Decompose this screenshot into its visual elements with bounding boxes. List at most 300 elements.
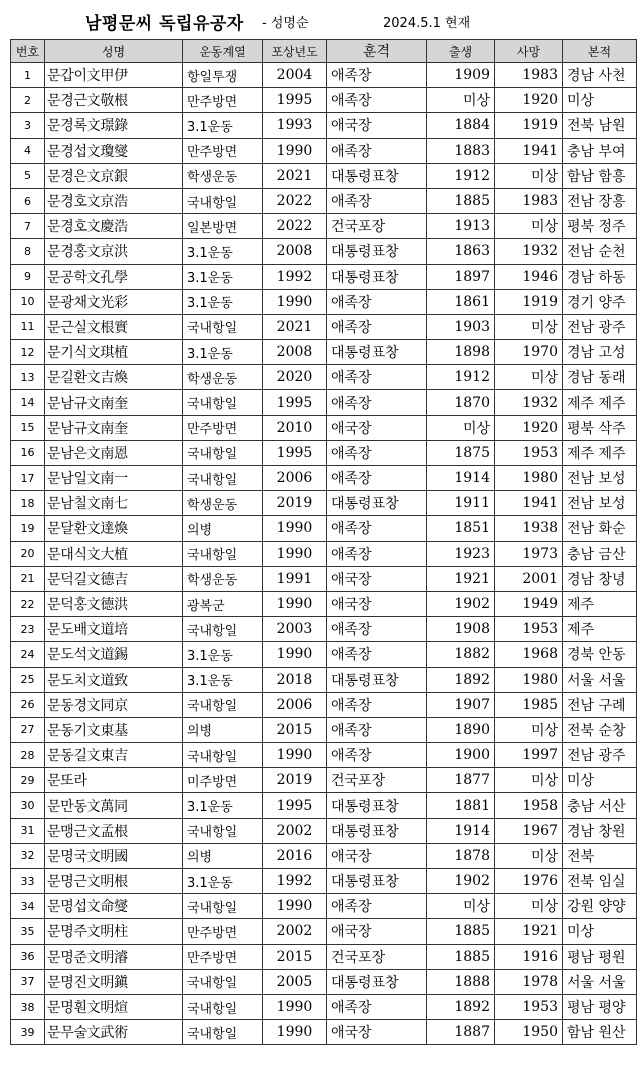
patriots-table xyxy=(10,39,637,1045)
row-award-year: 2021 xyxy=(263,314,327,339)
row-death: 1920 xyxy=(495,415,563,440)
row-birth: 1851 xyxy=(427,516,495,541)
row-movement: 만주방면 xyxy=(183,138,263,163)
row-award-year: 2022 xyxy=(263,214,327,239)
row-name: 문명근文明根 xyxy=(45,869,183,894)
table-row xyxy=(11,113,637,138)
row-award: 애족장 xyxy=(327,289,427,314)
document-subtitle: - 성명순 xyxy=(262,16,309,31)
row-movement: 만주방면 xyxy=(183,415,263,440)
table-row xyxy=(11,717,637,742)
row-number: 8 xyxy=(11,239,45,264)
row-movement: 국내항일 xyxy=(183,390,263,415)
row-movement: 3.1운동 xyxy=(183,667,263,692)
row-origin: 서울 서울 xyxy=(563,969,637,994)
row-origin: 충남 부여 xyxy=(563,138,637,163)
row-origin: 경남 하동 xyxy=(563,264,637,289)
row-number: 12 xyxy=(11,340,45,365)
row-movement: 국내항일 xyxy=(183,818,263,843)
row-award-year: 2003 xyxy=(263,617,327,642)
row-award-year: 1990 xyxy=(263,591,327,616)
row-death: 미상 xyxy=(495,214,563,239)
row-award: 애족장 xyxy=(327,692,427,717)
row-movement: 미주방면 xyxy=(183,768,263,793)
row-award: 애족장 xyxy=(327,717,427,742)
row-birth: 1885 xyxy=(427,919,495,944)
row-birth: 1888 xyxy=(427,969,495,994)
row-origin: 함남 원산 xyxy=(563,1020,637,1045)
row-death: 1997 xyxy=(495,743,563,768)
table-row xyxy=(11,919,637,944)
row-movement: 학생운동 xyxy=(183,566,263,591)
row-movement: 국내항일 xyxy=(183,440,263,465)
row-movement: 학생운동 xyxy=(183,491,263,516)
row-movement: 국내항일 xyxy=(183,617,263,642)
row-award-year: 2008 xyxy=(263,340,327,365)
row-award: 건국포장 xyxy=(327,768,427,793)
row-number: 36 xyxy=(11,944,45,969)
row-death: 1919 xyxy=(495,113,563,138)
table-row xyxy=(11,743,637,768)
row-origin: 전남 광주 xyxy=(563,314,637,339)
row-death: 1919 xyxy=(495,289,563,314)
row-name: 문경섭文瓊燮 xyxy=(45,138,183,163)
row-death: 1968 xyxy=(495,642,563,667)
row-birth: 1907 xyxy=(427,692,495,717)
row-number: 37 xyxy=(11,969,45,994)
row-name: 문명진文明鎭 xyxy=(45,969,183,994)
row-award-year: 2019 xyxy=(263,491,327,516)
row-award-year: 2002 xyxy=(263,919,327,944)
row-origin: 전북 xyxy=(563,843,637,868)
table-row xyxy=(11,314,637,339)
row-award-year: 2018 xyxy=(263,667,327,692)
row-movement: 의병 xyxy=(183,843,263,868)
row-origin: 평북 삭주 xyxy=(563,415,637,440)
row-origin: 서울 서울 xyxy=(563,667,637,692)
row-award: 애족장 xyxy=(327,63,427,88)
row-award-year: 2006 xyxy=(263,466,327,491)
row-name: 문광채文光彩 xyxy=(45,289,183,314)
row-award: 대통령표창 xyxy=(327,869,427,894)
row-birth: 미상 xyxy=(427,894,495,919)
row-death: 1976 xyxy=(495,869,563,894)
row-name: 문명훤文明煊 xyxy=(45,994,183,1019)
row-name: 문달환文達煥 xyxy=(45,516,183,541)
row-origin: 경남 고성 xyxy=(563,340,637,365)
row-movement: 만주방면 xyxy=(183,88,263,113)
row-birth: 미상 xyxy=(427,415,495,440)
row-award: 대통령표창 xyxy=(327,340,427,365)
row-name: 문동경文同京 xyxy=(45,692,183,717)
row-number: 11 xyxy=(11,314,45,339)
row-name: 문남규文南奎 xyxy=(45,415,183,440)
header-number: 번호 xyxy=(11,40,45,63)
row-award-year: 1990 xyxy=(263,994,327,1019)
row-movement: 국내항일 xyxy=(183,894,263,919)
row-movement: 국내항일 xyxy=(183,969,263,994)
table-row xyxy=(11,692,637,717)
row-number: 17 xyxy=(11,466,45,491)
row-number: 6 xyxy=(11,188,45,213)
row-award: 대통령표창 xyxy=(327,793,427,818)
header-movement: 운동계열 xyxy=(183,40,263,63)
row-death: 1985 xyxy=(495,692,563,717)
row-award: 대통령표창 xyxy=(327,163,427,188)
row-birth: 1903 xyxy=(427,314,495,339)
row-award: 애족장 xyxy=(327,390,427,415)
table-row xyxy=(11,264,637,289)
row-death: 1950 xyxy=(495,1020,563,1045)
row-name: 문경호文京浩 xyxy=(45,188,183,213)
row-award-year: 1995 xyxy=(263,390,327,415)
table-row xyxy=(11,466,637,491)
row-award: 애국장 xyxy=(327,591,427,616)
row-birth: 1912 xyxy=(427,163,495,188)
table-row xyxy=(11,591,637,616)
row-birth: 1877 xyxy=(427,768,495,793)
row-award-year: 1993 xyxy=(263,113,327,138)
header-award-year: 포상년도 xyxy=(263,40,327,63)
row-award: 애국장 xyxy=(327,1020,427,1045)
row-origin: 충남 금산 xyxy=(563,541,637,566)
row-movement: 국내항일 xyxy=(183,994,263,1019)
row-birth: 1875 xyxy=(427,440,495,465)
row-birth: 1921 xyxy=(427,566,495,591)
row-name: 문만동文萬同 xyxy=(45,793,183,818)
row-origin: 전남 장흥 xyxy=(563,188,637,213)
row-movement: 3.1운동 xyxy=(183,289,263,314)
table-row xyxy=(11,566,637,591)
row-birth: 1914 xyxy=(427,818,495,843)
row-award-year: 2005 xyxy=(263,969,327,994)
row-death: 미상 xyxy=(495,894,563,919)
row-name: 문덕홍文德洪 xyxy=(45,591,183,616)
row-award-year: 1995 xyxy=(263,440,327,465)
row-award-year: 1991 xyxy=(263,566,327,591)
row-name: 문동길文東吉 xyxy=(45,743,183,768)
row-birth: 1902 xyxy=(427,869,495,894)
row-birth: 1912 xyxy=(427,365,495,390)
row-award-year: 1990 xyxy=(263,1020,327,1045)
row-award-year: 1990 xyxy=(263,743,327,768)
row-movement: 광복군 xyxy=(183,591,263,616)
row-death: 1973 xyxy=(495,541,563,566)
row-origin: 전남 순천 xyxy=(563,239,637,264)
row-movement: 국내항일 xyxy=(183,541,263,566)
row-award: 애국장 xyxy=(327,566,427,591)
row-origin: 평남 평원 xyxy=(563,944,637,969)
row-death: 1932 xyxy=(495,239,563,264)
table-row xyxy=(11,63,637,88)
row-birth: 1908 xyxy=(427,617,495,642)
document-title: 남평문씨 독립유공자 xyxy=(85,14,244,34)
row-origin: 미상 xyxy=(563,88,637,113)
row-number: 2 xyxy=(11,88,45,113)
row-award: 애족장 xyxy=(327,541,427,566)
row-award-year: 1995 xyxy=(263,88,327,113)
row-origin: 충남 서산 xyxy=(563,793,637,818)
row-origin: 경남 창원 xyxy=(563,818,637,843)
table-row xyxy=(11,516,637,541)
table-row xyxy=(11,390,637,415)
table-row xyxy=(11,843,637,868)
row-award: 애국장 xyxy=(327,113,427,138)
row-death: 1970 xyxy=(495,340,563,365)
row-award-year: 2016 xyxy=(263,843,327,868)
row-name: 문도석文道錫 xyxy=(45,642,183,667)
row-birth: 1878 xyxy=(427,843,495,868)
row-origin: 미상 xyxy=(563,768,637,793)
table-row xyxy=(11,793,637,818)
row-name: 문남칠文南七 xyxy=(45,491,183,516)
row-award-year: 2021 xyxy=(263,163,327,188)
row-number: 30 xyxy=(11,793,45,818)
row-award-year: 2004 xyxy=(263,63,327,88)
row-number: 16 xyxy=(11,440,45,465)
row-name: 문명주文明柱 xyxy=(45,919,183,944)
table-row xyxy=(11,894,637,919)
row-origin: 경남 동래 xyxy=(563,365,637,390)
row-number: 35 xyxy=(11,919,45,944)
row-movement: 의병 xyxy=(183,717,263,742)
row-death: 1953 xyxy=(495,440,563,465)
row-name: 문덕길文德吉 xyxy=(45,566,183,591)
row-origin: 미상 xyxy=(563,919,637,944)
row-death: 미상 xyxy=(495,314,563,339)
row-movement: 국내항일 xyxy=(183,743,263,768)
row-origin: 전북 순창 xyxy=(563,717,637,742)
row-origin: 전남 광주 xyxy=(563,743,637,768)
row-number: 14 xyxy=(11,390,45,415)
row-number: 31 xyxy=(11,818,45,843)
table-row xyxy=(11,869,637,894)
row-movement: 일본방면 xyxy=(183,214,263,239)
row-award-year: 2019 xyxy=(263,768,327,793)
row-name: 문근실文根實 xyxy=(45,314,183,339)
row-name: 문남규文南奎 xyxy=(45,390,183,415)
row-award: 대통령표창 xyxy=(327,239,427,264)
row-birth: 1882 xyxy=(427,642,495,667)
row-movement: 3.1운동 xyxy=(183,340,263,365)
row-origin: 전남 보성 xyxy=(563,491,637,516)
row-number: 1 xyxy=(11,63,45,88)
row-award-year: 1990 xyxy=(263,642,327,667)
row-number: 27 xyxy=(11,717,45,742)
row-movement: 3.1운동 xyxy=(183,239,263,264)
row-number: 4 xyxy=(11,138,45,163)
row-name: 문남은文南恩 xyxy=(45,440,183,465)
row-number: 18 xyxy=(11,491,45,516)
row-death: 1983 xyxy=(495,188,563,213)
row-death: 미상 xyxy=(495,768,563,793)
header-birth: 출생 xyxy=(427,40,495,63)
table-row xyxy=(11,768,637,793)
row-death: 1941 xyxy=(495,138,563,163)
row-award: 애족장 xyxy=(327,440,427,465)
table-row xyxy=(11,214,637,239)
row-number: 7 xyxy=(11,214,45,239)
row-origin: 전남 화순 xyxy=(563,516,637,541)
table-row xyxy=(11,88,637,113)
row-award-year: 2002 xyxy=(263,818,327,843)
row-number: 28 xyxy=(11,743,45,768)
row-birth: 1911 xyxy=(427,491,495,516)
document-date: 2024.5.1 현재 xyxy=(383,16,471,31)
row-number: 15 xyxy=(11,415,45,440)
row-award: 애국장 xyxy=(327,919,427,944)
row-award-year: 1990 xyxy=(263,289,327,314)
row-name: 문경록文璟錄 xyxy=(45,113,183,138)
row-birth: 1892 xyxy=(427,994,495,1019)
header-death: 사망 xyxy=(495,40,563,63)
row-name: 문명국文明國 xyxy=(45,843,183,868)
row-award-year: 2022 xyxy=(263,188,327,213)
table-row xyxy=(11,944,637,969)
table-row xyxy=(11,491,637,516)
row-number: 13 xyxy=(11,365,45,390)
row-number: 33 xyxy=(11,869,45,894)
row-number: 20 xyxy=(11,541,45,566)
row-movement: 3.1운동 xyxy=(183,642,263,667)
row-award-year: 1992 xyxy=(263,264,327,289)
row-death: 미상 xyxy=(495,365,563,390)
row-award-year: 1992 xyxy=(263,869,327,894)
table-row xyxy=(11,138,637,163)
row-award: 애족장 xyxy=(327,617,427,642)
row-birth: 미상 xyxy=(427,88,495,113)
row-death: 1958 xyxy=(495,793,563,818)
row-award-year: 2006 xyxy=(263,692,327,717)
row-movement: 3.1운동 xyxy=(183,264,263,289)
row-number: 34 xyxy=(11,894,45,919)
row-name: 문경은文京銀 xyxy=(45,163,183,188)
row-origin: 전남 구례 xyxy=(563,692,637,717)
row-death: 1932 xyxy=(495,390,563,415)
row-death: 2001 xyxy=(495,566,563,591)
row-name: 문경홍文京洪 xyxy=(45,239,183,264)
table-row xyxy=(11,994,637,1019)
row-movement: 만주방면 xyxy=(183,919,263,944)
row-award-year: 2015 xyxy=(263,944,327,969)
row-award: 대통령표창 xyxy=(327,264,427,289)
row-origin: 전북 임실 xyxy=(563,869,637,894)
row-birth: 1881 xyxy=(427,793,495,818)
row-birth: 1898 xyxy=(427,340,495,365)
row-origin: 제주 xyxy=(563,617,637,642)
row-death: 1953 xyxy=(495,617,563,642)
row-birth: 1892 xyxy=(427,667,495,692)
row-death: 1980 xyxy=(495,466,563,491)
row-birth: 1902 xyxy=(427,591,495,616)
row-death: 1983 xyxy=(495,63,563,88)
row-name: 문대식文大植 xyxy=(45,541,183,566)
row-number: 19 xyxy=(11,516,45,541)
row-origin: 제주 제주 xyxy=(563,440,637,465)
row-birth: 1923 xyxy=(427,541,495,566)
table-body xyxy=(11,63,637,1045)
row-number: 38 xyxy=(11,994,45,1019)
row-award: 애족장 xyxy=(327,466,427,491)
row-movement: 3.1운동 xyxy=(183,113,263,138)
row-award: 대통령표창 xyxy=(327,667,427,692)
table-row xyxy=(11,340,637,365)
table-row xyxy=(11,415,637,440)
row-name: 문공학文孔學 xyxy=(45,264,183,289)
row-origin: 평남 평양 xyxy=(563,994,637,1019)
row-movement: 국내항일 xyxy=(183,692,263,717)
row-movement: 항일투쟁 xyxy=(183,63,263,88)
row-name: 문도배文道培 xyxy=(45,617,183,642)
row-origin: 경기 양주 xyxy=(563,289,637,314)
row-birth: 1900 xyxy=(427,743,495,768)
row-birth: 1863 xyxy=(427,239,495,264)
row-origin: 전북 남원 xyxy=(563,113,637,138)
row-death: 1916 xyxy=(495,944,563,969)
row-origin: 함남 함흥 xyxy=(563,163,637,188)
row-award: 대통령표창 xyxy=(327,818,427,843)
row-movement: 의병 xyxy=(183,516,263,541)
row-award: 건국포장 xyxy=(327,944,427,969)
row-origin: 제주 제주 xyxy=(563,390,637,415)
header-award: 훈격 xyxy=(327,40,427,63)
row-award-year: 1990 xyxy=(263,138,327,163)
row-origin: 강원 양양 xyxy=(563,894,637,919)
row-origin: 전남 보성 xyxy=(563,466,637,491)
row-death: 1978 xyxy=(495,969,563,994)
table-row xyxy=(11,163,637,188)
row-name: 문길환文吉煥 xyxy=(45,365,183,390)
row-name: 문명준文明濬 xyxy=(45,944,183,969)
row-death: 미상 xyxy=(495,163,563,188)
row-movement: 국내항일 xyxy=(183,466,263,491)
row-award: 애족장 xyxy=(327,516,427,541)
row-award: 대통령표창 xyxy=(327,969,427,994)
table-row xyxy=(11,541,637,566)
row-award: 애국장 xyxy=(327,843,427,868)
row-name: 문맹근文孟根 xyxy=(45,818,183,843)
row-name: 문경호文慶浩 xyxy=(45,214,183,239)
row-award: 애족장 xyxy=(327,188,427,213)
row-award-year: 1990 xyxy=(263,541,327,566)
row-origin: 경남 사천 xyxy=(563,63,637,88)
row-movement: 국내항일 xyxy=(183,188,263,213)
row-number: 39 xyxy=(11,1020,45,1045)
row-death: 미상 xyxy=(495,717,563,742)
row-award-year: 1990 xyxy=(263,894,327,919)
table-row xyxy=(11,642,637,667)
row-birth: 1861 xyxy=(427,289,495,314)
row-birth: 1913 xyxy=(427,214,495,239)
row-death: 1920 xyxy=(495,88,563,113)
row-birth: 1883 xyxy=(427,138,495,163)
row-death: 1941 xyxy=(495,491,563,516)
row-birth: 1885 xyxy=(427,944,495,969)
header-origin: 본적 xyxy=(563,40,637,63)
row-birth: 1909 xyxy=(427,63,495,88)
row-birth: 1884 xyxy=(427,113,495,138)
row-award: 애국장 xyxy=(327,415,427,440)
row-name: 문도치文道致 xyxy=(45,667,183,692)
row-number: 22 xyxy=(11,591,45,616)
table-header-row xyxy=(11,40,637,63)
row-award-year: 1990 xyxy=(263,516,327,541)
row-origin: 평북 정주 xyxy=(563,214,637,239)
row-death: 1946 xyxy=(495,264,563,289)
row-birth: 1890 xyxy=(427,717,495,742)
row-number: 21 xyxy=(11,566,45,591)
table-row xyxy=(11,667,637,692)
